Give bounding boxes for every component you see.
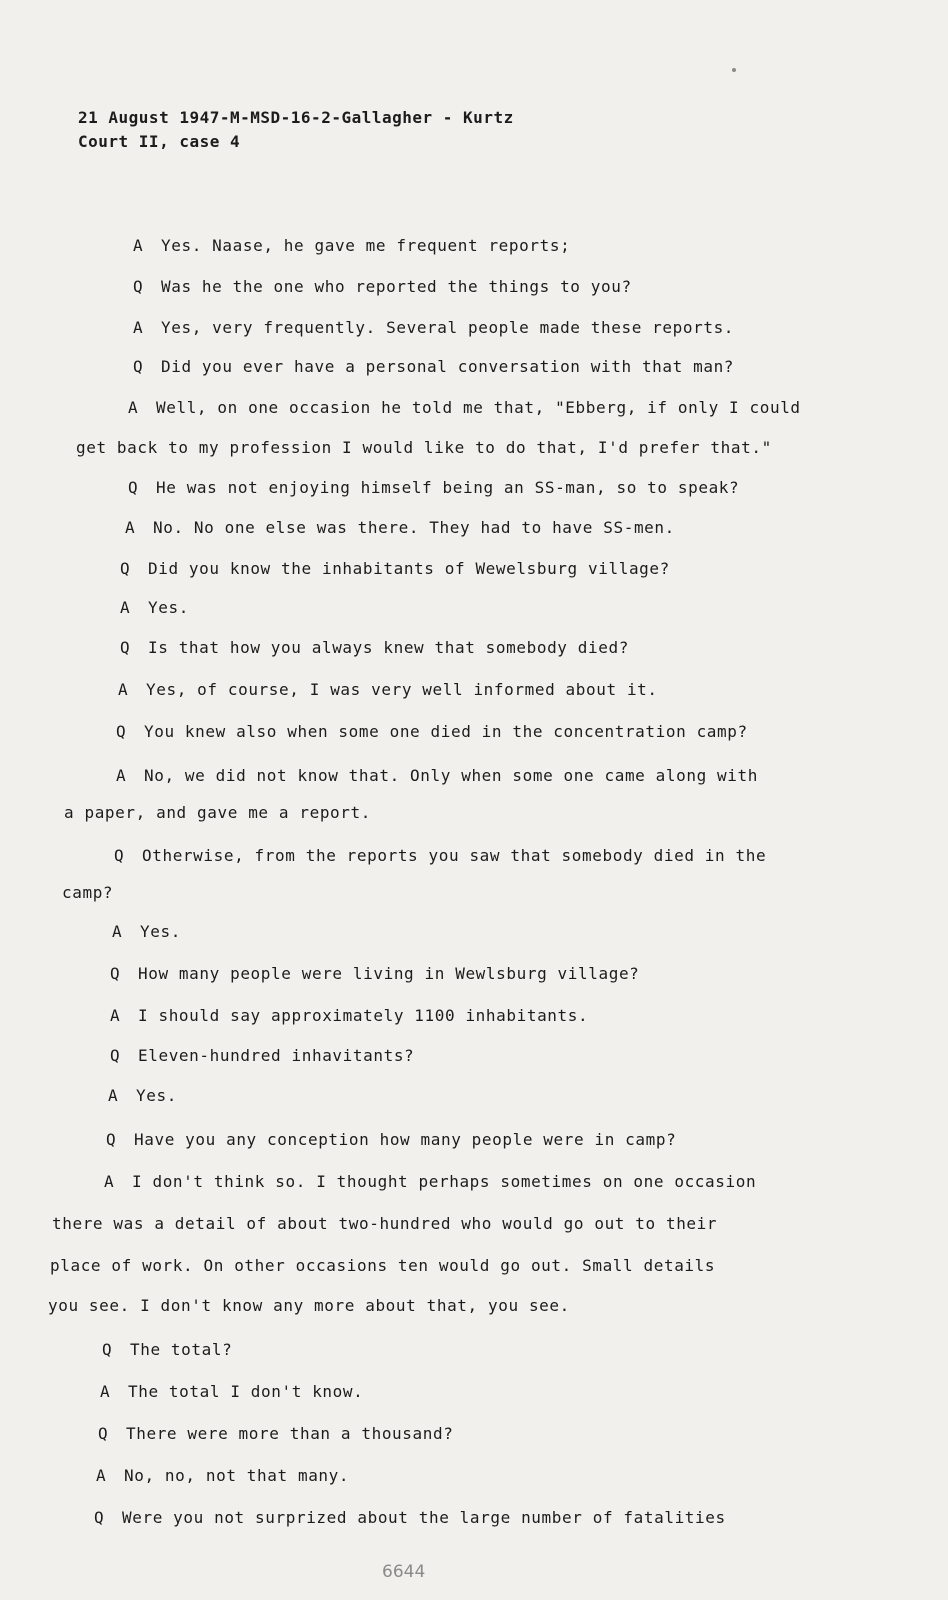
line-text: camp? — [62, 883, 114, 902]
line-text: I don't think so. I thought perhaps sometimes on one occasion — [132, 1172, 757, 1191]
transcript-line — [64, 803, 371, 822]
speaker-label: Q — [98, 1424, 109, 1443]
header-line-1: 21 August 1947-M-MSD-16-2-Gallagher - Kurtz — [78, 108, 514, 127]
transcript-line — [110, 1006, 588, 1025]
line-text: The total? — [130, 1340, 233, 1359]
transcript-line — [125, 518, 675, 537]
transcript-line — [133, 318, 734, 337]
line-text: Were you not surprized about the large number of fatalities — [122, 1508, 726, 1527]
speaker-label: A — [112, 922, 123, 941]
line-text: He was not enjoying himself being an SS-man, so to speak? — [156, 478, 740, 497]
paper-speck — [732, 68, 736, 72]
line-text: Well, on one occasion he told me that, "Ebberg, if only I could — [156, 398, 801, 417]
transcript-line — [120, 559, 670, 578]
line-text: place of work. On other occasions ten would go out. Small details — [50, 1256, 716, 1275]
line-text: there was a detail of about two-hundred who would go out to their — [52, 1214, 718, 1233]
speaker-label: Q — [114, 846, 125, 865]
line-text: Yes. — [148, 598, 189, 617]
line-text: Have you any conception how many people were in camp? — [134, 1130, 677, 1149]
speaker-label: Q — [133, 277, 144, 296]
speaker-label: A — [110, 1006, 121, 1025]
line-text: Was he the one who reported the things to you? — [161, 277, 632, 296]
transcript-line — [106, 1130, 676, 1149]
transcript-line — [120, 598, 189, 617]
line-text: you see. I don't know any more about that, you see. — [48, 1296, 570, 1315]
transcript-line — [118, 680, 658, 699]
line-text: I should say approximately 1100 inhabitants. — [138, 1006, 589, 1025]
line-text: Did you ever have a personal conversation with that man? — [161, 357, 735, 376]
transcript-line — [104, 1172, 756, 1191]
line-text: No, no, not that many. — [124, 1466, 350, 1485]
speaker-label: Q — [120, 638, 131, 657]
line-text: Eleven-hundred inhavitants? — [138, 1046, 415, 1065]
header-line-2: Court II, case 4 — [78, 132, 241, 151]
line-text: Yes. — [140, 922, 181, 941]
speaker-label: A — [133, 318, 144, 337]
transcript-line — [133, 277, 632, 296]
speaker-label: A — [125, 518, 136, 537]
line-text: Yes, very frequently. Several people made these reports. — [161, 318, 735, 337]
transcript-line — [128, 398, 801, 417]
speaker-label: A — [128, 398, 139, 417]
transcript-line — [100, 1382, 363, 1401]
speaker-label: A — [120, 598, 131, 617]
line-text: You knew also when some one died in the concentration camp? — [144, 722, 748, 741]
transcript-line — [116, 766, 758, 785]
line-text: get back to my profession I would like to do that, I'd prefer that." — [76, 438, 772, 457]
speaker-label: Q — [116, 722, 127, 741]
line-text: Did you know the inhabitants of Wewelsburg village? — [148, 559, 670, 578]
transcript-line — [96, 1466, 349, 1485]
transcript-line — [133, 357, 734, 376]
speaker-label: Q — [102, 1340, 113, 1359]
line-text: Yes, of course, I was very well informed about it. — [146, 680, 658, 699]
speaker-label: Q — [106, 1130, 117, 1149]
line-text: a paper, and gave me a report. — [64, 803, 371, 822]
speaker-label: A — [100, 1382, 111, 1401]
transcript-line — [108, 1086, 177, 1105]
speaker-label: A — [118, 680, 129, 699]
speaker-label: A — [96, 1466, 107, 1485]
speaker-label: A — [133, 236, 144, 255]
transcript-line — [102, 1340, 232, 1359]
transcript-line — [114, 846, 766, 865]
speaker-label: Q — [128, 478, 139, 497]
transcript-line — [48, 1296, 570, 1315]
line-text: Is that how you always knew that somebody died? — [148, 638, 629, 657]
line-text: No. No one else was there. They had to have SS-men. — [153, 518, 675, 537]
transcript-line — [52, 1214, 717, 1233]
line-text: Otherwise, from the reports you saw that somebody died in the — [142, 846, 767, 865]
transcript-line — [62, 883, 113, 902]
transcript-line — [116, 722, 748, 741]
transcript-line — [120, 638, 629, 657]
speaker-label: Q — [133, 357, 144, 376]
speaker-label: Q — [110, 964, 121, 983]
line-text: How many people were living in Wewlsburg village? — [138, 964, 640, 983]
line-text: The total I don't know. — [128, 1382, 364, 1401]
transcript-line — [133, 236, 570, 255]
transcript-line — [110, 964, 639, 983]
speaker-label: A — [116, 766, 127, 785]
transcript-line — [98, 1424, 453, 1443]
speaker-label: A — [108, 1086, 119, 1105]
transcript-line — [128, 478, 739, 497]
transcript-line — [50, 1256, 715, 1275]
transcript-line — [94, 1508, 726, 1527]
page-number: 6644 — [382, 1562, 426, 1582]
transcript-line — [112, 922, 181, 941]
speaker-label: A — [104, 1172, 115, 1191]
line-text: No, we did not know that. Only when some one came along with — [144, 766, 758, 785]
transcript-line — [76, 438, 772, 457]
line-text: Yes. Naase, he gave me frequent reports; — [161, 236, 571, 255]
transcript-line — [110, 1046, 414, 1065]
line-text: There were more than a thousand? — [126, 1424, 454, 1443]
speaker-label: Q — [120, 559, 131, 578]
speaker-label: Q — [110, 1046, 121, 1065]
speaker-label: Q — [94, 1508, 105, 1527]
line-text: Yes. — [136, 1086, 177, 1105]
